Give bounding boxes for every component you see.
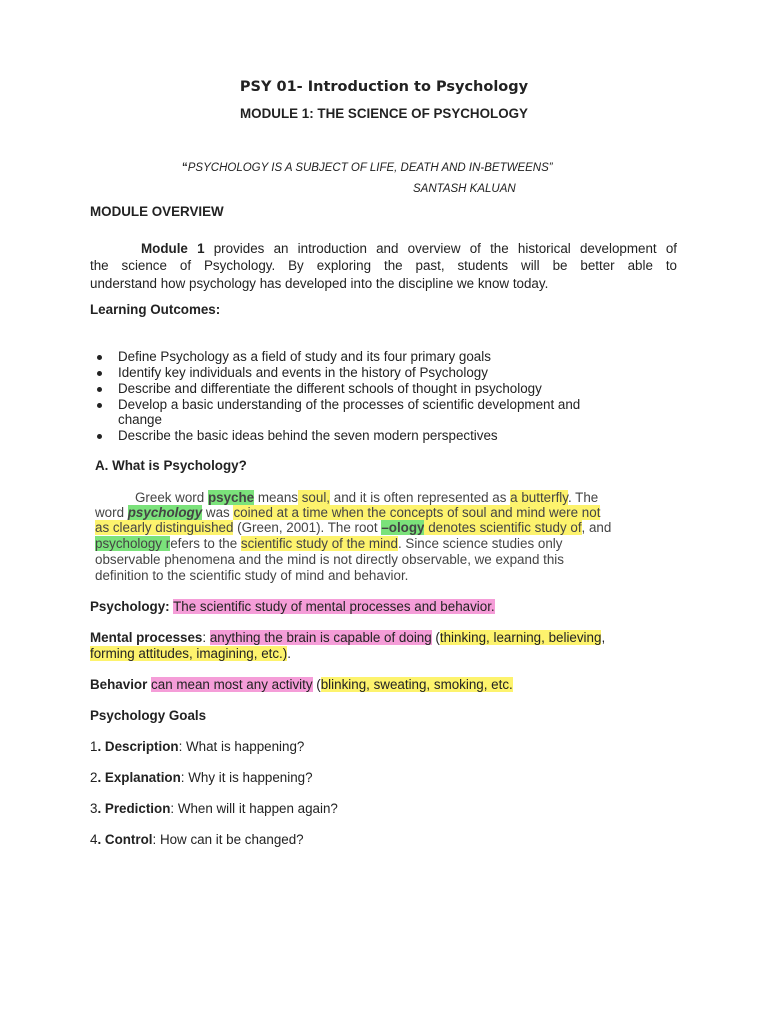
section-a-line-5: observable phenomena and the mind is not directly observable, we expand this (95, 552, 564, 567)
module-title: MODULE 1: THE SCIENCE OF PSYCHOLOGY (240, 106, 528, 121)
text-run: (Green, 2001). The root (233, 520, 382, 535)
overview-line-2: the science of Psychology. By exploring the past, students will be better able to (90, 258, 677, 273)
text-run: . (287, 646, 291, 661)
highlight-butterfly: a butterfly (510, 490, 568, 505)
text-run: ( (312, 677, 321, 692)
definition-text: The scientific study of mental processes and behavior. (173, 599, 495, 614)
definition-mental-processes (90, 630, 605, 646)
text-run: and it is often represented as (330, 490, 511, 505)
outcomes-heading: Learning Outcomes: (90, 302, 221, 317)
text-run: . The (567, 490, 599, 505)
text-run: : (202, 630, 210, 645)
section-a-line-6: definition to the scientific study of mind and behavior. (95, 568, 409, 583)
text-run: was (202, 505, 234, 520)
goal-item (90, 770, 313, 786)
goal-number: 4 (90, 832, 98, 847)
definition-label: Behavior (90, 677, 148, 692)
outcome-item: Develop a basic understanding of the processes of scientific development and (118, 397, 581, 412)
section-a-line-3 (95, 520, 611, 536)
section-a-line-1 (135, 490, 598, 506)
quote-author: SANTASH KALUAN (413, 183, 516, 195)
quote-body: PSYCHOLOGY IS A SUBJECT OF LIFE, DEATH AND IN-BETWEENS” (187, 162, 553, 174)
definition-behavior (90, 677, 513, 693)
goal-label: . Description (97, 739, 179, 754)
text-run: efers to the (170, 536, 241, 551)
goals-heading: Psychology Goals (90, 708, 207, 723)
highlight-examples: thinking, learning, believing (439, 630, 602, 645)
term-ology: –ology (381, 520, 425, 535)
outcome-item: Describe and differentiate the different schools of thought in psychology (118, 381, 542, 396)
highlight-examples: blinking, sweating, smoking, etc. (320, 677, 513, 692)
text-run: , (601, 630, 606, 645)
overview-line-1 (90, 241, 677, 257)
goal-label: . Explanation (97, 770, 181, 785)
bullet-icon (97, 434, 102, 439)
goal-label: . Prediction (97, 801, 171, 816)
highlight-examples: forming attitudes, imagining, etc.) (90, 646, 288, 661)
highlight-distinguished: as clearly distinguished (95, 520, 234, 535)
text-run: , and (581, 520, 612, 535)
bullet-icon (97, 387, 102, 392)
definition-label: Psychology: (90, 599, 170, 614)
outcome-item-continuation: change (118, 412, 162, 427)
text-run: . Since science studies only (397, 536, 563, 551)
definition-text: anything the brain is capable of doing (209, 630, 432, 645)
page-title: PSY 01- Introduction to Psychology (239, 79, 529, 95)
highlight-scientific-study: denotes scientific study of (424, 520, 582, 535)
quote-open-mark: “ (182, 162, 188, 174)
bullet-icon (97, 403, 102, 408)
goal-number: 3 (90, 801, 98, 816)
overview-line-1-text: provides an introduction and overview of the historical development of (204, 241, 677, 256)
definition-mental-processes-cont (90, 646, 291, 662)
section-a-heading: A. What is Psychology? (95, 458, 247, 473)
highlight-study-of-mind: scientific study of the mind (240, 536, 398, 551)
definition-psychology (90, 599, 495, 615)
definition-label: Mental processes (90, 630, 203, 645)
section-a-line-2 (95, 505, 600, 521)
highlight-psychology-r: psychology r (95, 536, 171, 551)
text-run: Greek word (135, 490, 208, 505)
term-psyche: psyche (207, 490, 255, 505)
goal-item (90, 739, 304, 755)
goal-number: 1 (90, 739, 98, 754)
text-run: ( (431, 630, 440, 645)
bullet-icon (97, 355, 102, 360)
goal-item (90, 801, 338, 817)
outcome-item: Identify key individuals and events in the history of Psychology (118, 365, 488, 380)
goal-text: : How can it be changed? (152, 832, 304, 847)
goal-text: : Why it is happening? (180, 770, 313, 785)
goal-item (90, 832, 304, 848)
outcome-item: Describe the basic ideas behind the seven modern perspectives (118, 428, 498, 443)
highlight-coined: coined at a time when the concepts of soul and mind were not (233, 505, 601, 520)
goal-text: : When will it happen again? (170, 801, 338, 816)
bullet-icon (97, 371, 102, 376)
overview-line-3: understand how psychology has developed into the discipline we know today. (90, 276, 549, 291)
outcome-item: Define Psychology as a field of study and its four primary goals (118, 349, 491, 364)
text-run: means (254, 490, 299, 505)
goal-label: . Control (97, 832, 153, 847)
quote-text (182, 160, 553, 176)
goal-number: 2 (90, 770, 98, 785)
overview-heading: MODULE OVERVIEW (90, 204, 224, 219)
term-psychology: psychology (127, 505, 203, 520)
text-run: word (95, 505, 128, 520)
highlight-soul: soul, (298, 490, 331, 505)
section-a-line-4 (95, 536, 562, 552)
definition-text: can mean most any activity (151, 677, 313, 692)
overview-lead: Module 1 (141, 241, 205, 256)
goal-text: : What is happening? (178, 739, 305, 754)
